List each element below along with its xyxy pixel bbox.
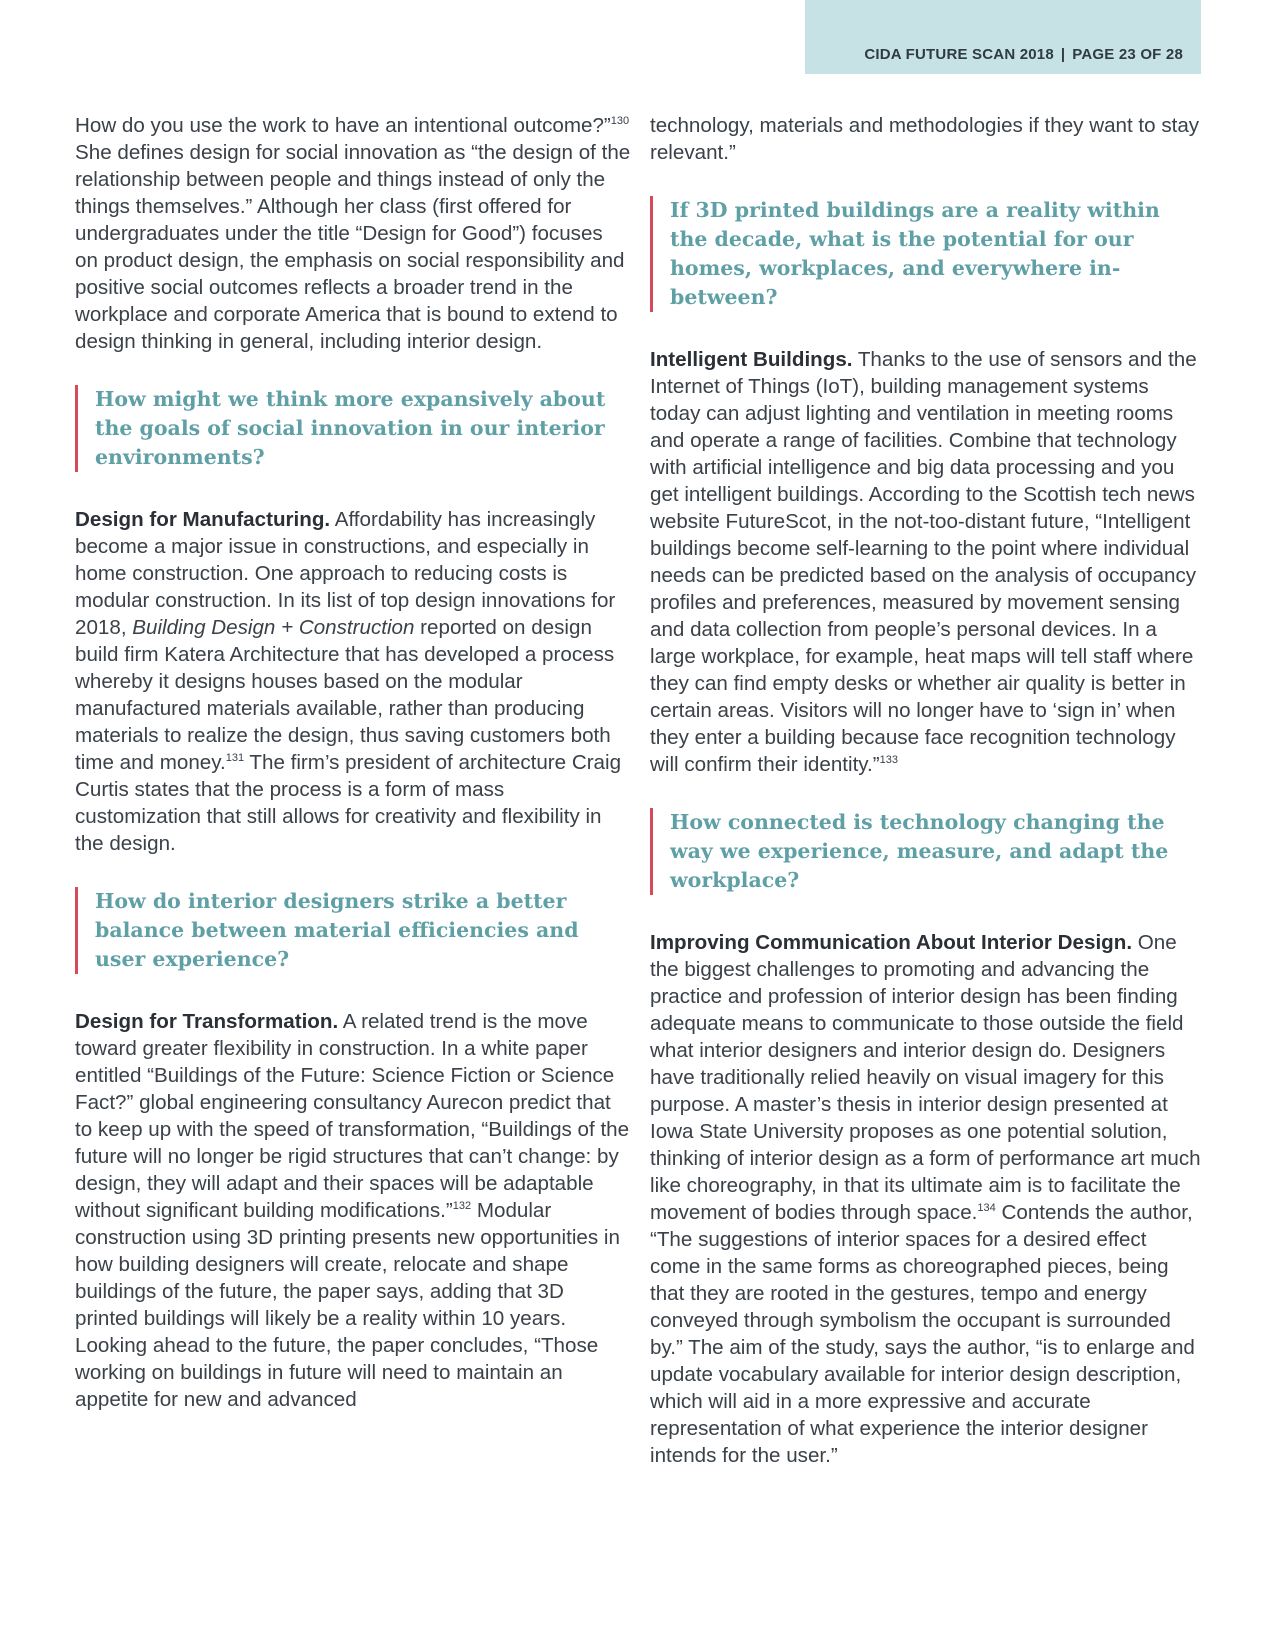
footnote-ref: 134 bbox=[977, 1202, 996, 1215]
header-separator: | bbox=[1060, 46, 1066, 63]
callout-question: How connected is technology changing the way we experience, measure, and adapt the workplace? bbox=[650, 808, 1202, 895]
text: Contends the author, “The suggestions of interior spaces for a desired effect come in the same forms as choreographed pieces, being that they are rooted in the gestures, tempo and energy conveyed through symbolism the occupant is surrounded by.” The aim of the study, says the author, “is to enlarge and update vocabulary available for interior design description, which will aid in a more expressive and accurate representation of what experience the interior designer intends for the user.” bbox=[650, 1201, 1195, 1467]
text: How do you use the work to have an intentional outcome?” bbox=[75, 114, 611, 137]
publication-title: CIDA FUTURE SCAN 2018 bbox=[864, 46, 1054, 63]
publication-name: Building Design + Construction bbox=[132, 616, 415, 639]
header-band bbox=[805, 0, 1201, 74]
callout-question: How do interior designers strike a better balance between material efficiencies and user experience? bbox=[75, 887, 631, 974]
paragraph-design-for-transformation bbox=[75, 1008, 631, 1413]
paragraph-intelligent-buildings bbox=[650, 346, 1202, 778]
section-heading: Design for Transformation. bbox=[75, 1010, 339, 1033]
footnote-ref: 131 bbox=[225, 752, 245, 765]
right-column bbox=[650, 112, 1202, 1499]
footnote-ref: 132 bbox=[452, 1200, 472, 1213]
text: reported on design build firm Katera Architecture that has developed a process whereby it designs houses based on the modular manufactured materials available, rather than producing materials to realize the design, thus saving customers both time and money. bbox=[75, 616, 615, 774]
page-number: PAGE 23 OF 28 bbox=[1072, 46, 1183, 63]
text: Thanks to the use of sensors and the Internet of Things (IoT), building management systems today can adjust lighting and ventilation in meeting rooms and operate a range of facilities. Combine that technology with artificial intelligence and big data processing and you get intelligent buildings. According to the Scottish tech news website FutureScot, in the not-too-distant future, “Intelligent buildings become self-learning to the point where individual needs can be predicted based on the analysis of occupancy profiles and preferences, measured by movement sensing and data collection from people’s personal devices. In a large workplace, for example, heat maps will tell staff where they can find empty desks or whether air quality is better in certain areas. Visitors will no longer have to ‘sign in’ when they enter a building because face recognition technology will confirm their identity.” bbox=[650, 348, 1197, 776]
footnote-ref: 133 bbox=[879, 754, 898, 767]
footnote-ref: 130 bbox=[610, 115, 630, 128]
paragraph-design-for-manufacturing bbox=[75, 506, 631, 857]
text: Modular construction using 3D printing presents new opportunities in how building designers will create, relocate and shape buildings of the future, the paper says, adding that 3D printed buildings will likely be a reality within 10 years. Looking ahead to the future, the paper concludes, “Those working on buildings in future will need to maintain an appetite for new and advanced bbox=[75, 1199, 620, 1411]
left-column bbox=[75, 112, 631, 1443]
callout-question: If 3D printed buildings are a reality within the decade, what is the potential for our homes, workplaces, and everywhere in-between? bbox=[650, 196, 1202, 312]
text: One the biggest challenges to promoting and advancing the practice and profession of interior design has been finding adequate means to communicate to those outside the field what interior designers and interior design do. Designers have traditionally relied heavily on visual imagery for this purpose. A master’s thesis in interior design presented at Iowa State University proposes as one potential solution, thinking of interior design as a form of performance art much like choreography, in that its ultimate aim is to facilitate the movement of bodies through space. bbox=[650, 931, 1201, 1224]
callout-question: How might we think more expansively about the goals of social innovation in our interior environments? bbox=[75, 385, 631, 472]
paragraph-improving-communication bbox=[650, 929, 1202, 1469]
text: The firm’s president of architecture Craig Curtis states that the process is a form of mass customization that still allows for creativity and flexibility in the design. bbox=[75, 751, 622, 855]
text: She defines design for social innovation as “the design of the relationship between people and things instead of only the things themselves.” Although her class (first offered for undergraduates under the title “Design for Good”) focuses on product design, the emphasis on social responsibility and positive social outcomes reflects a broader trend in the workplace and corporate America that is bound to extend to design thinking in general, including interior design. bbox=[75, 141, 631, 353]
page-header bbox=[864, 46, 1183, 63]
section-heading: Intelligent Buildings. bbox=[650, 348, 853, 371]
text: Affordability has increasingly become a major issue in constructions, and especially in home construction. One approach to reducing costs is modular construction. In its list of top design innovations for 2018, bbox=[75, 508, 616, 639]
text: A related trend is the move toward greater flexibility in construction. In a white paper entitled “Buildings of the Future: Science Fiction or Science Fact?” global engineering consultancy Aurecon predict that to keep up with the speed of transformation, “Buildings of the future will no longer be rigid structures that can’t change: by design, they will adapt and their spaces will be adaptable without significant building modifications.” bbox=[75, 1010, 630, 1222]
paragraph-social-innovation bbox=[75, 112, 631, 355]
paragraph-continuation: technology, materials and methodologies if they want to stay relevant.” bbox=[650, 114, 1200, 164]
section-heading: Improving Communication About Interior Design. bbox=[650, 931, 1133, 954]
section-heading: Design for Manufacturing. bbox=[75, 508, 331, 531]
